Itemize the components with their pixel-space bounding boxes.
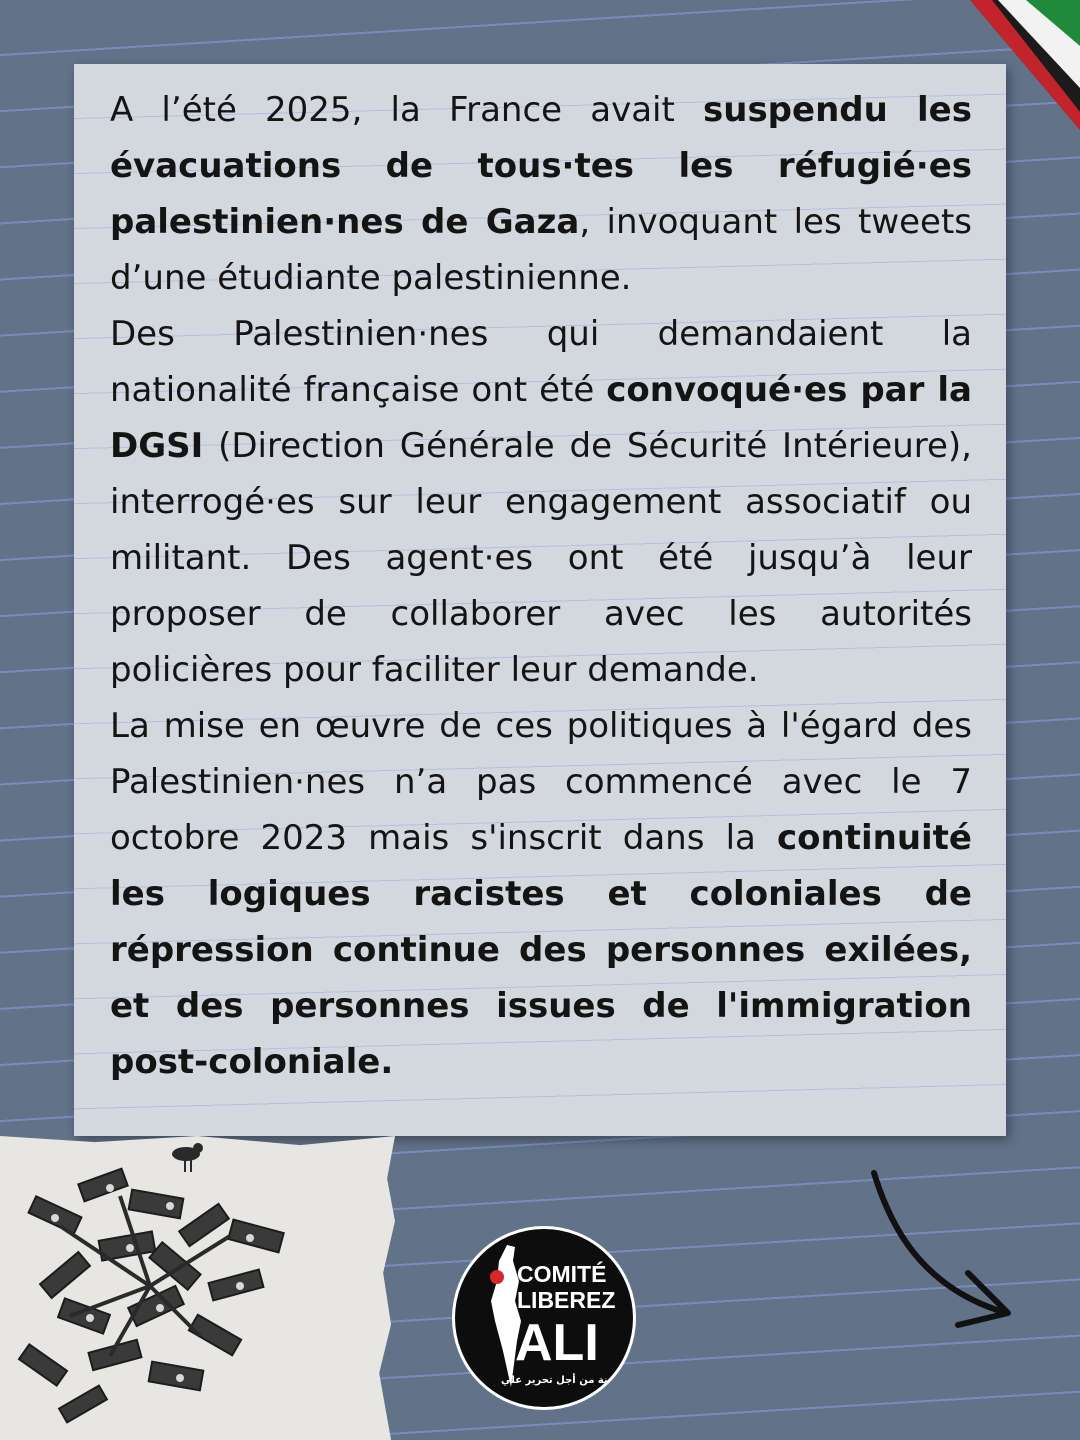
curved-arrow-icon — [860, 1165, 1030, 1340]
paragraph — [110, 82, 972, 306]
bold-text: convoqué·es par la DGSI — [110, 370, 972, 466]
comite-liberez-ali-logo — [452, 1226, 636, 1410]
text-segment: La mise en œuvre de ces politiques à l'égard des Palestinien·nes n’a pas commencé avec le 7 octobre 2023 mais s'inscrit dans la — [110, 706, 972, 858]
text-segment: Des Palestinien·nes qui demandaient la nationalité française ont été — [110, 314, 972, 410]
logo-line-3: ALI — [515, 1314, 599, 1372]
logo-line-1: COMITÉ — [517, 1261, 607, 1287]
paragraph — [110, 306, 972, 698]
paragraph — [110, 698, 972, 1090]
text-segment: (Direction Générale de Sécurité Intérieure), interrogé·es sur leur engagement associatif ou militant. Des agent·es ont été jusqu’à leur proposer de collaborer avec les autorités policières pour faciliter leur demande. — [110, 426, 972, 690]
bold-text: suspendu les évacuations de tous·tes les réfugié·es palestinien·nes de Gaza — [110, 90, 972, 242]
text-segment: , invoquant les tweets d’une étudiante palestinienne. — [110, 202, 973, 298]
body-text — [110, 82, 972, 1090]
text-segment: A l’été 2025, la France avait — [110, 90, 703, 130]
logo-arabic: اللجنة من أجل تحرير علي — [501, 1375, 627, 1386]
logo-line-2: LIBEREZ — [517, 1287, 616, 1313]
note-card — [74, 64, 1006, 1136]
surveillance-cameras-image — [0, 1136, 395, 1440]
bold-text: continuité les logiques racistes et coloniales de répression continue des personnes exilées, et des personnes issues de l'immigration post-coloniale. — [110, 818, 972, 1082]
